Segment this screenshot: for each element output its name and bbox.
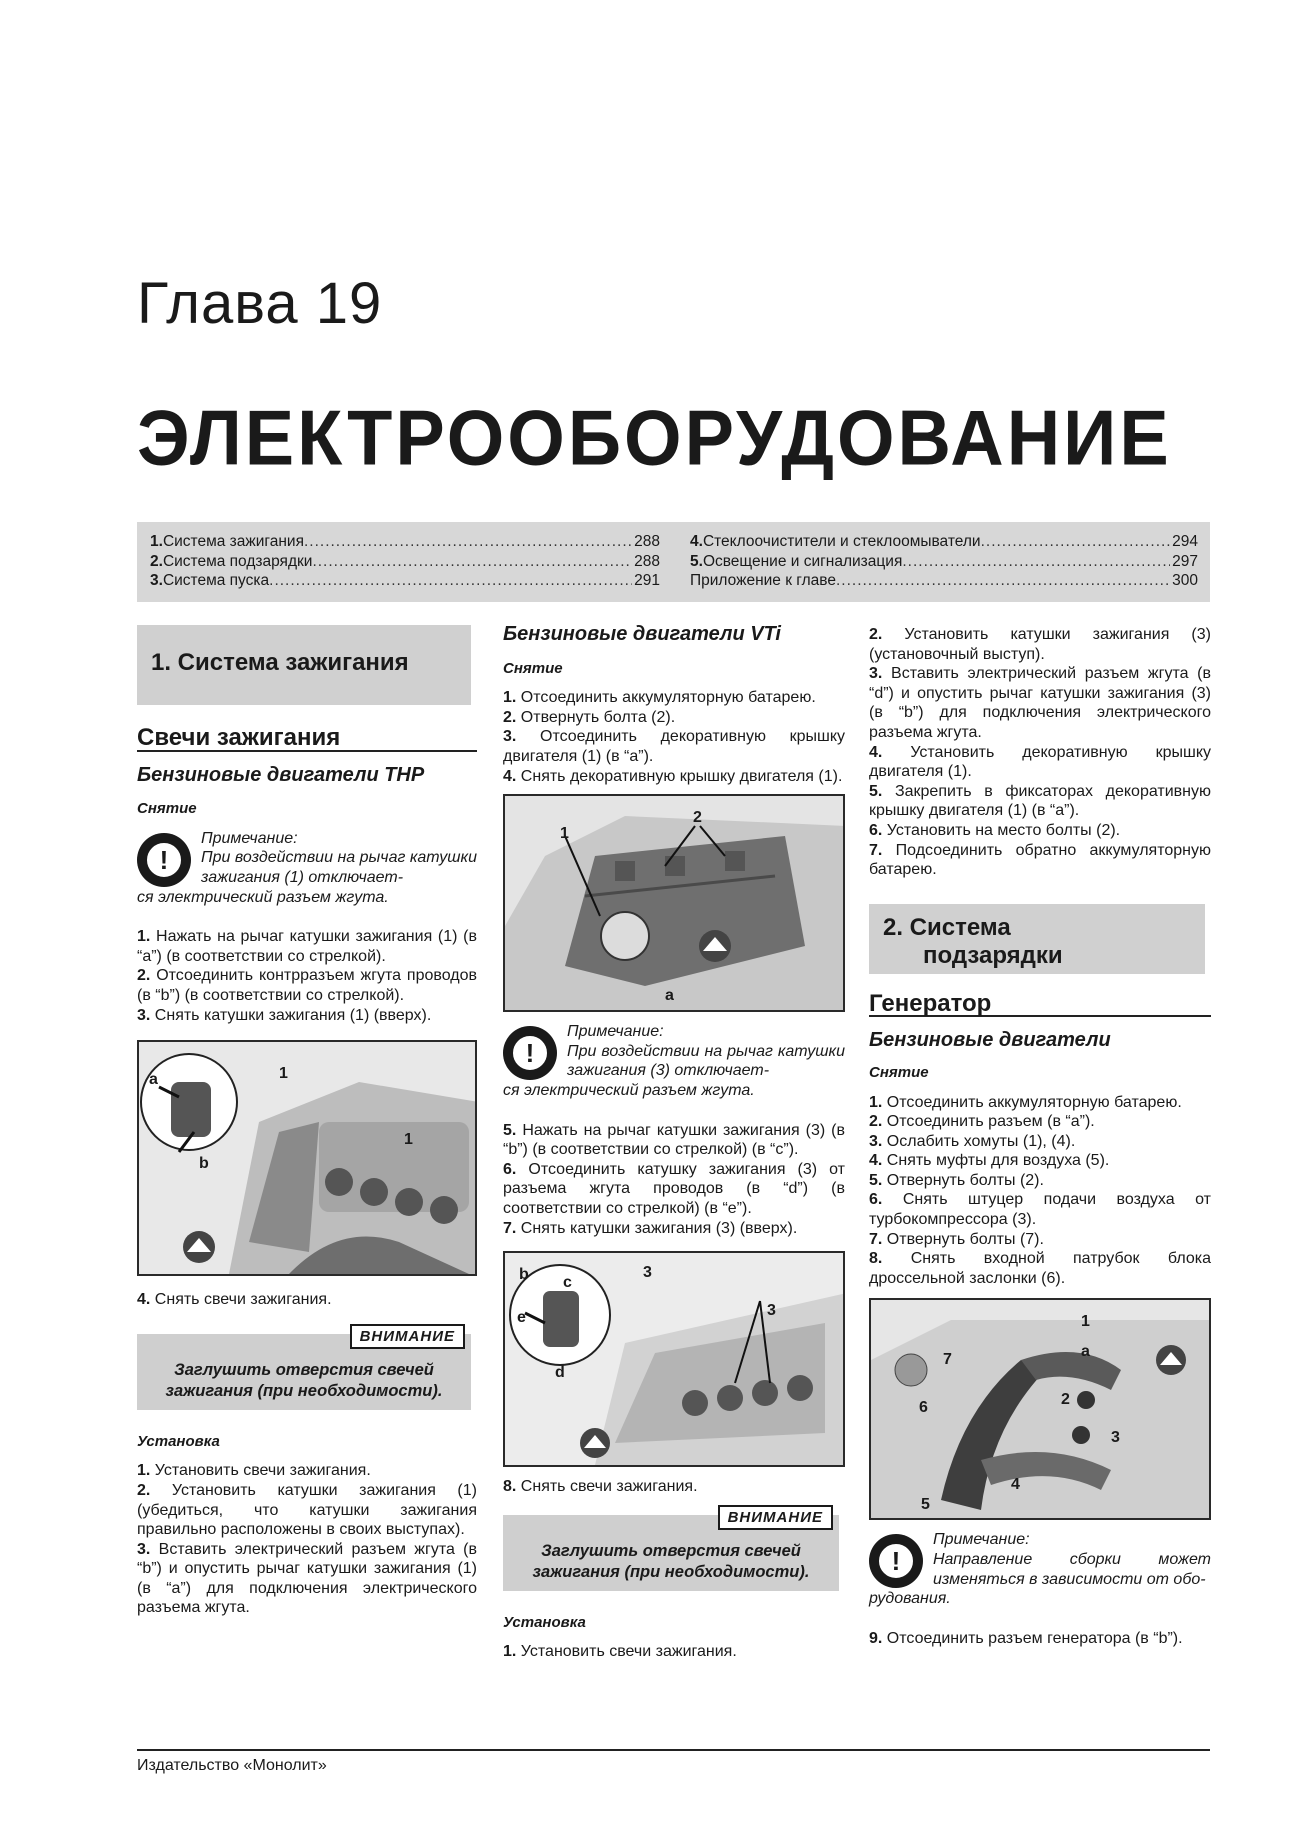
figure-label: a — [149, 1071, 158, 1089]
note-label: Примечание: — [201, 829, 298, 847]
step: 1. Отсоединить аккумуляторную батарею. — [503, 689, 816, 707]
section-heading — [869, 904, 1211, 974]
figure-ignition-coil-thp — [137, 1040, 477, 1276]
lightbulb-icon: ! — [137, 833, 191, 887]
toc-label: Освещение и сигнализация — [702, 552, 903, 570]
figure-throttle-inlet — [869, 1298, 1211, 1520]
toc-label: Система зажигания — [162, 533, 304, 550]
section-heading-line: подзарядки — [923, 941, 1063, 969]
toc-page: 297 — [1172, 552, 1198, 570]
engine-heading: Бензиновые двигатели — [869, 1029, 1111, 1052]
step: 4. Снять муфты для воздуха (5). — [869, 1152, 1110, 1170]
step: 2. Отвернуть болта (2). — [503, 708, 676, 726]
step: 1. Нажать на рычаг катушки зажигания (1) (в “a”) (в соответствии со стрелкой). — [137, 928, 478, 965]
step: 8. Снять свечи зажигания. — [503, 1478, 698, 1496]
figure-label: 7 — [943, 1351, 952, 1369]
step: 1. Отсоединить аккумуляторную батарею. — [869, 1093, 1182, 1111]
step: 9. Отсоединить разъем генератора (в “b”). — [869, 1629, 1183, 1647]
toc-page: 294 — [1172, 533, 1198, 550]
toc-item[interactable] — [690, 532, 1198, 552]
install-heading: Установка — [503, 1613, 586, 1631]
figure-label: e — [517, 1309, 526, 1327]
toc-num: 4. — [690, 533, 703, 550]
section-heading: 1. Система зажигания — [137, 625, 477, 705]
table-of-contents — [137, 522, 1210, 602]
publisher-footer: Издательство «Монолит» — [137, 1757, 327, 1774]
figure-label: 2 — [1061, 1391, 1070, 1409]
install-heading: Установка — [137, 1432, 220, 1450]
figure-label: 2 — [693, 809, 702, 827]
toc-num: 5. — [690, 552, 703, 570]
figure-ignition-coil-vti — [503, 1251, 845, 1467]
figure-label: 6 — [919, 1399, 928, 1417]
toc-item[interactable] — [150, 571, 660, 591]
toc-label: Стеклоочистители и стеклоомыватели — [702, 533, 981, 550]
note-block — [137, 829, 477, 907]
toc-right-column — [690, 532, 1198, 591]
figure-label: 3 — [643, 1264, 652, 1282]
step: 6. Снять штуцер подачи воздуха от турбокомпрессора (3). — [869, 1191, 1211, 1229]
figure-engine-cover-vti — [503, 794, 845, 1012]
figure-label: 4 — [1011, 1476, 1020, 1494]
figure-label: 3 — [1111, 1429, 1120, 1447]
warning-tag: ВНИМАНИЕ — [718, 1505, 833, 1530]
step: 3. Отсоединить декоративную крышку двигателя (1) (в “a”). — [503, 728, 845, 765]
note-label: Примечание: — [933, 1531, 1030, 1549]
step: 2. Отсоединить разъем (в “a”). — [869, 1113, 1095, 1131]
toc-label: Система пуска — [162, 572, 270, 589]
column-1 — [137, 625, 477, 1618]
figure-label: c — [563, 1274, 572, 1292]
toc-num: 3. — [150, 572, 163, 589]
figure-label: b — [199, 1155, 209, 1173]
note-text-tail: рудования. — [869, 1590, 951, 1608]
step: 7. Снять катушки зажигания (3) (вверх). — [503, 1219, 798, 1237]
toc-num: 2. — [150, 552, 163, 570]
step: 5. Нажать на рычаг катушки зажигания (3) (в “b”) (в соответствии со стрелкой) (в “c”). — [503, 1121, 846, 1159]
warning-box — [503, 1508, 845, 1591]
step: 3. Ослабить хомуты (1), (4). — [869, 1132, 1076, 1150]
subsection-heading: Свечи зажигания — [137, 728, 477, 752]
step: 4. Установить декоративную крышку двигателя (1). — [869, 743, 1211, 781]
removal-heading: Снятие — [137, 800, 197, 818]
figure-label: 1 — [560, 825, 569, 843]
toc-left-column — [150, 532, 660, 591]
figure-label: 1 — [279, 1065, 288, 1083]
step: 2. Установить катушки зажигания (3) (установочный выступ). — [869, 626, 1211, 663]
column-3 — [869, 625, 1211, 1648]
engine-heading: Бензиновые двигатели THP — [137, 763, 425, 786]
step: 5. Отвернуть болты (2). — [869, 1171, 1044, 1189]
chapter-label: Глава 19 — [137, 271, 383, 336]
toc-label: Система подзарядки — [162, 552, 313, 570]
toc-item[interactable] — [690, 552, 1198, 572]
lightbulb-icon: ! — [869, 1534, 923, 1588]
toc-page: 291 — [634, 572, 660, 589]
toc-item[interactable] — [150, 532, 660, 552]
lightbulb-icon: ! — [503, 1026, 557, 1080]
figure-label: 3 — [767, 1302, 776, 1320]
figure-label: a — [665, 987, 674, 1005]
step: 5. Закрепить в фиксаторах декоративную крышку двигателя (1) (в “a”). — [869, 782, 1211, 820]
figure-label: b — [519, 1266, 529, 1284]
figure-label: d — [555, 1364, 565, 1382]
toc-item[interactable] — [150, 552, 660, 572]
chapter-title: ЭЛЕКТРООБОРУДОВАНИЕ — [137, 393, 1172, 482]
step: 6. Отсоединить катушку зажигания (3) от разъема жгута проводов (в “d”) (в соответствии со стрелкой) (в “e”). — [503, 1160, 845, 1217]
warning-text: Заглушить отверстия свечей зажигания (при необходимости). — [532, 1541, 810, 1581]
note-block — [869, 1530, 1211, 1608]
figure-label: 1 — [404, 1131, 413, 1149]
engine-heading: Бензиновые двигатели VTi — [503, 623, 781, 645]
footer-rule — [137, 1749, 1210, 1751]
step: 2. Отсоединить контрразъем жгута проводов (в “b”) (в соответствии со стрелкой). — [137, 967, 477, 1004]
note-text-tail: ся электрический разъем жгута. — [137, 888, 389, 906]
step: 3. Вставить электрический разъем жгута (в “b”) и опустить рычаг катушки зажигания (1) (в “a”) для подключения электрического разъема жгута. — [137, 1540, 478, 1617]
warning-box — [137, 1327, 477, 1410]
note-text: При воздействии на рычаг катушки зажигания (3) отключает- — [567, 1042, 845, 1080]
step: 2. Установить катушки зажигания (1) (убедиться, что катушки зажигания правильно расположены в своих выступах). — [137, 1481, 477, 1539]
step: 4. Снять свечи зажигания. — [137, 1291, 332, 1309]
column-2 — [503, 625, 845, 1662]
step: 7. Отвернуть болты (7). — [869, 1230, 1044, 1248]
note-block — [503, 1022, 845, 1100]
warning-tag: ВНИМАНИЕ — [350, 1324, 465, 1349]
toc-label: Приложение к главе — [690, 572, 836, 589]
step: 6. Установить на место болты (2). — [869, 821, 1121, 839]
step: 1. Установить свечи зажигания. — [503, 1643, 737, 1661]
removal-heading: Снятие — [503, 659, 563, 677]
warning-text: Заглушить отверстия свечей зажигания (при необходимости). — [165, 1360, 443, 1400]
note-text: Направление сборки может изменяться в зависимости от обо- — [933, 1551, 1211, 1588]
step: 3. Вставить электрический разъем жгута (в “d”) и опустить рычаг катушки зажигания (3) (в “b”) для подключения электрического разъема жгута. — [869, 665, 1211, 741]
note-text: При воздействии на рычаг катушки зажигания (1) отключает- — [201, 849, 477, 886]
removal-heading: Снятие — [869, 1063, 929, 1081]
toc-page: 288 — [634, 552, 660, 570]
figure-label: 5 — [921, 1496, 930, 1514]
step: 3. Снять катушки зажигания (1) (вверх). — [137, 1006, 432, 1024]
toc-num: 1. — [150, 533, 163, 550]
toc-page: 300 — [1172, 572, 1198, 589]
figure-label: 1 — [1081, 1313, 1090, 1331]
step: 8. Снять входной патрубок блока дроссельной заслонки (6). — [869, 1250, 1211, 1287]
note-text-tail: ся электрический разъем жгута. — [503, 1081, 755, 1099]
note-label: Примечание: — [567, 1023, 664, 1041]
subsection-heading: Генератор — [869, 994, 1211, 1018]
step: 4. Снять декоративную крышку двигателя (1). — [503, 767, 843, 785]
step: 7. Подсоединить обратно аккумуляторную батарею. — [869, 841, 1212, 879]
toc-item[interactable] — [690, 571, 1198, 591]
toc-page: 288 — [634, 533, 660, 550]
figure-label: a — [1081, 1343, 1090, 1361]
step: 1. Установить свечи зажигания. — [137, 1462, 371, 1480]
section-heading-line: 2. Система — [883, 913, 1011, 941]
